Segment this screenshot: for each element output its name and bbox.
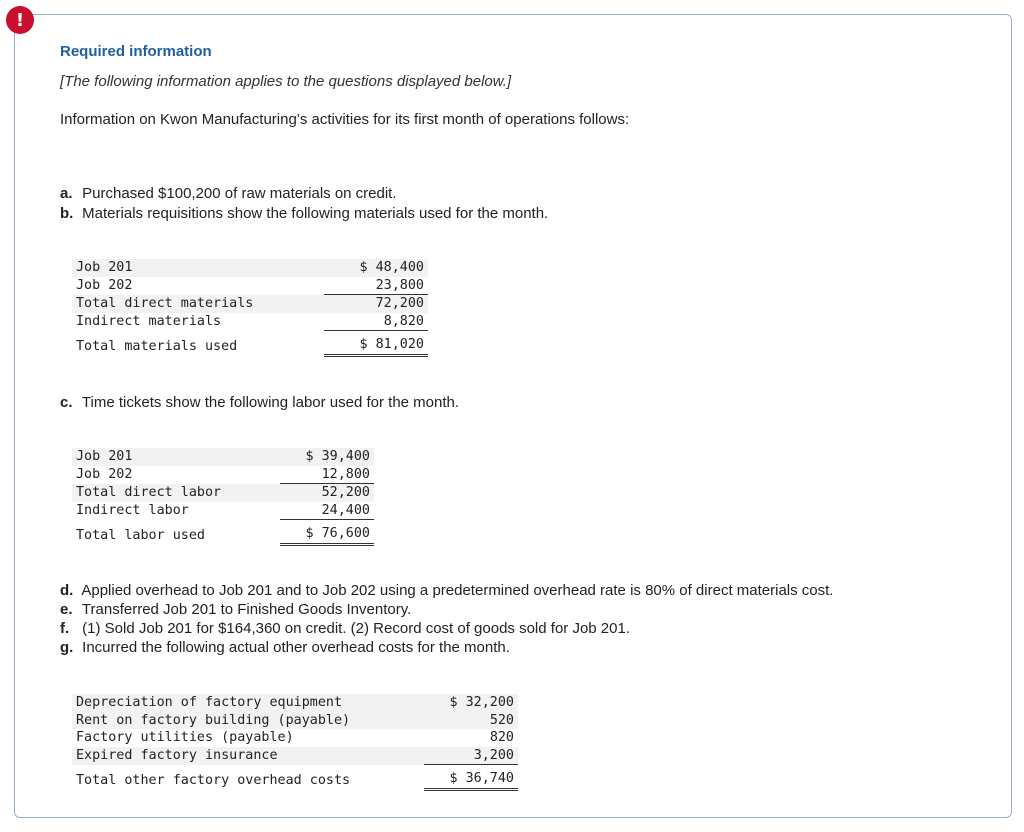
step-text: Time tickets show the following labor used for the month. <box>81 394 460 411</box>
overhead-table <box>72 694 518 791</box>
row-label: Total materials used <box>76 338 238 354</box>
row-label: Job 202 <box>76 278 133 293</box>
table-row <box>72 712 518 730</box>
step-b <box>60 205 548 222</box>
row-label: Job 202 <box>76 467 133 482</box>
row-label: Job 201 <box>72 259 292 277</box>
row-amount: $ 32,200 <box>424 694 518 712</box>
row-amount: 24,400 <box>280 502 374 520</box>
row-label: Expired factory insurance <box>72 747 398 765</box>
row-label: Depreciation of factory equipment <box>72 694 398 712</box>
table-row <box>72 694 518 712</box>
row-label: Job 201 <box>72 448 266 466</box>
alert-icon: ! <box>6 6 34 34</box>
row-amount: 52,200 <box>280 484 374 502</box>
step-text: Applied overhead to Job 201 and to Job 202 using a predetermined overhead rate is 80% of direct materials cost. <box>81 582 834 599</box>
table-row <box>72 484 374 502</box>
step-text: Purchased $100,200 of raw materials on credit. <box>82 185 397 202</box>
row-label: Total other factory overhead costs <box>76 772 351 788</box>
row-amount: 820 <box>489 730 514 746</box>
step-text: (1) Sold Job 201 for $164,360 on credit. (2) Record cost of goods sold for Job 201. <box>82 620 630 637</box>
intro-text: Information on Kwon Manufacturing’s activities for its first month of operations follows: <box>60 111 630 128</box>
table-row <box>72 313 428 331</box>
step-letter: e. <box>60 601 73 618</box>
table-row <box>72 448 374 466</box>
table-row-total <box>72 331 428 356</box>
row-label: Total direct materials <box>72 295 292 313</box>
table-row <box>72 747 518 765</box>
step-text: Incurred the following actual other overhead costs for the month. <box>82 639 510 656</box>
table-row-total <box>72 765 518 790</box>
applies-note: [The following information applies to the questions displayed below.] <box>60 73 512 90</box>
materials-table <box>72 259 428 357</box>
step-letter: b. <box>60 205 74 222</box>
step-text: Transferred Job 201 to Finished Goods Inventory. <box>81 601 412 618</box>
step-c <box>60 394 459 411</box>
table-row <box>72 295 428 313</box>
row-label: Rent on factory building (payable) <box>72 712 398 730</box>
step-letter: g. <box>60 639 74 656</box>
step-text: Materials requisitions show the following materials used for the month. <box>82 205 549 222</box>
row-label: Indirect materials <box>76 314 222 329</box>
step-f <box>60 620 630 637</box>
step-letter: f. <box>60 620 70 637</box>
row-label: Indirect labor <box>76 503 189 518</box>
table-row <box>72 259 428 277</box>
row-amount: 3,200 <box>424 747 518 765</box>
row-label: Total labor used <box>76 527 205 543</box>
required-information-heading: Required information <box>60 43 212 60</box>
row-amount: $ 48,400 <box>324 259 428 277</box>
row-amount: 8,820 <box>324 313 428 331</box>
table-row <box>72 729 518 747</box>
step-g <box>60 639 510 656</box>
row-amount: $ 36,740 <box>424 765 518 790</box>
labor-table <box>72 448 374 546</box>
step-e <box>60 601 411 618</box>
row-amount: 12,800 <box>280 466 374 484</box>
step-letter: a. <box>60 185 73 202</box>
row-label: Total direct labor <box>72 484 266 502</box>
row-amount: $ 39,400 <box>280 448 374 466</box>
row-amount: 520 <box>424 712 518 730</box>
row-amount: 23,800 <box>324 277 428 295</box>
table-row-total <box>72 520 374 545</box>
step-letter: c. <box>60 394 73 411</box>
row-amount: 72,200 <box>324 295 428 313</box>
row-amount: $ 81,020 <box>324 331 428 356</box>
step-a <box>60 185 397 202</box>
table-row <box>72 466 374 484</box>
step-d <box>60 582 833 599</box>
row-label: Factory utilities (payable) <box>76 730 294 746</box>
table-row <box>72 502 374 520</box>
step-letter: d. <box>60 582 74 599</box>
table-row <box>72 277 428 295</box>
row-amount: $ 76,600 <box>280 520 374 545</box>
